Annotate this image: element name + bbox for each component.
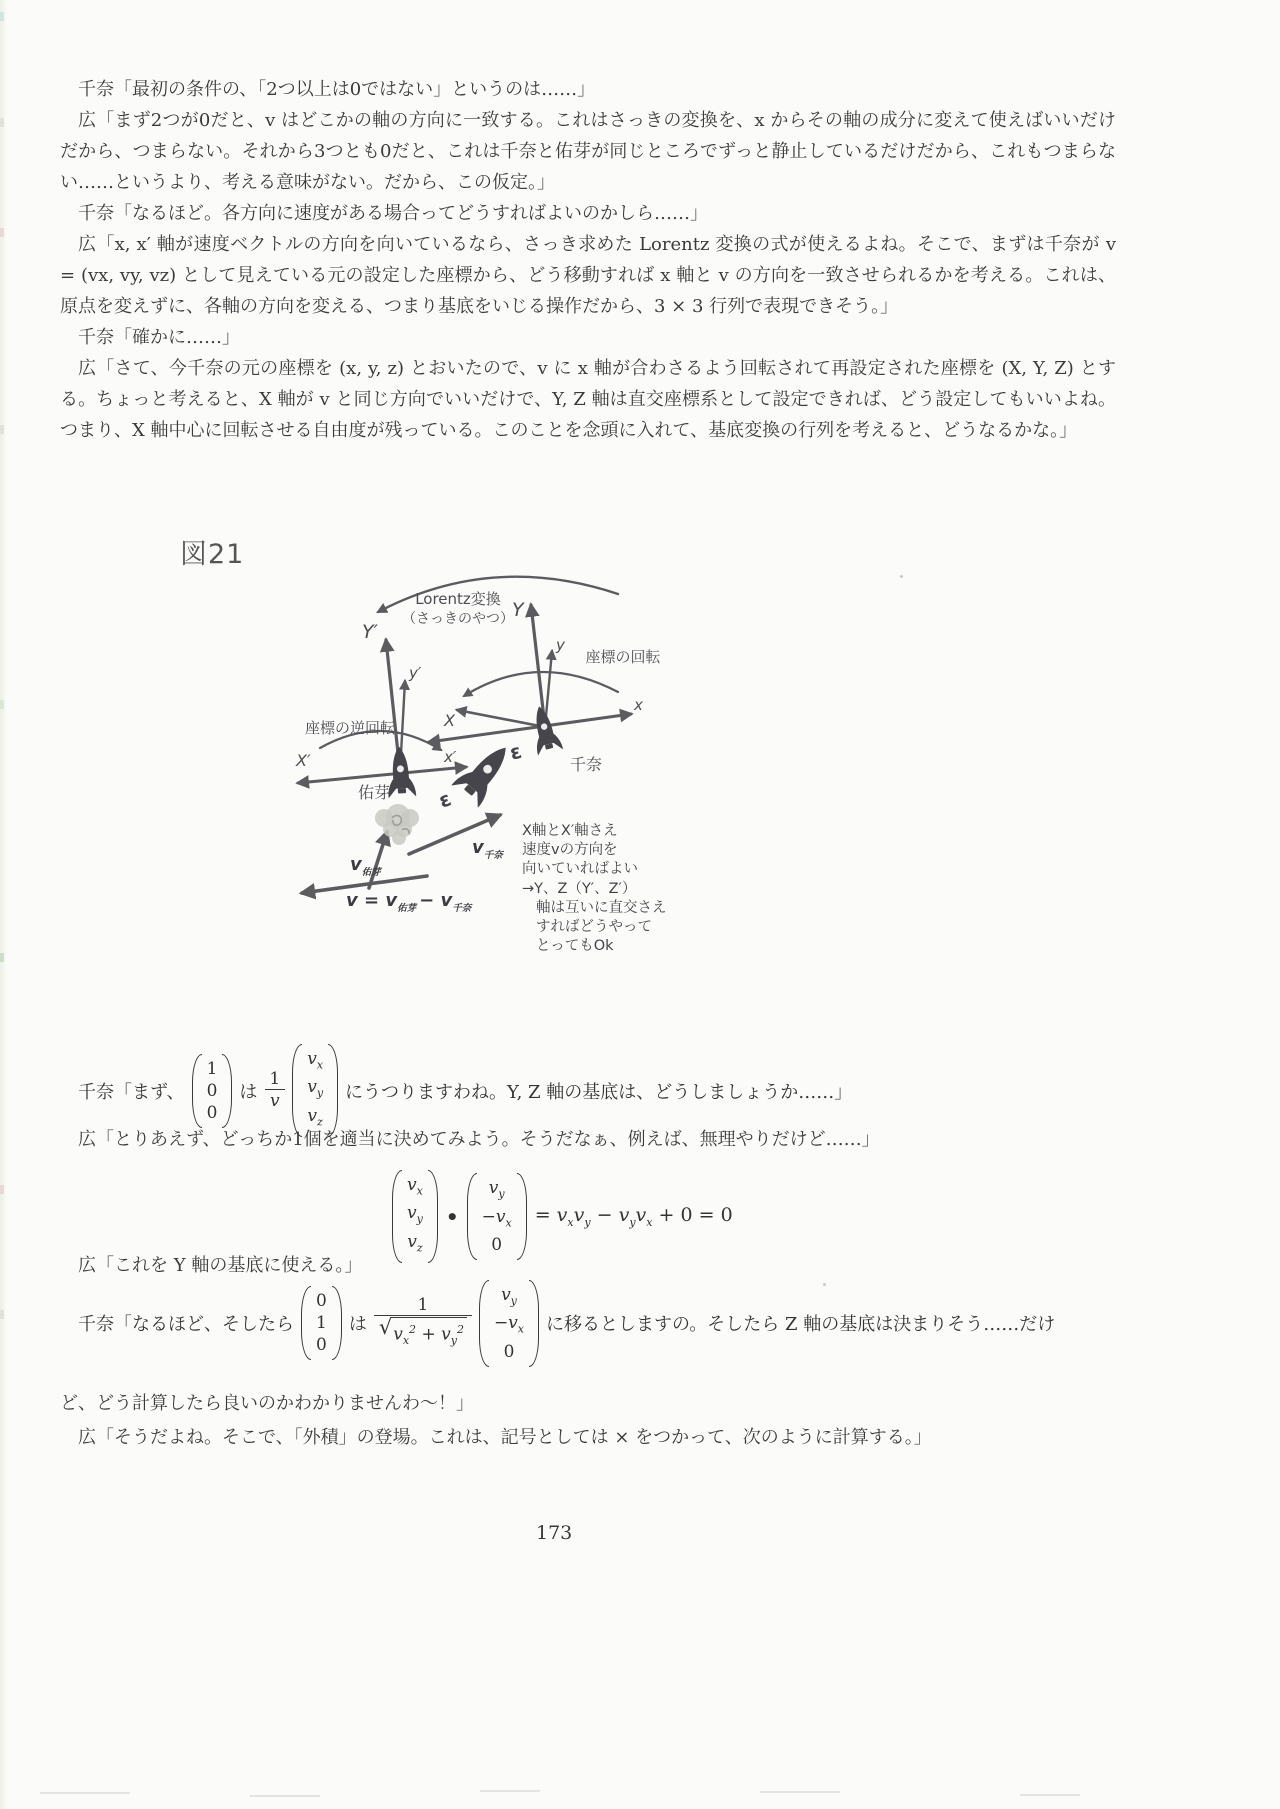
column-vector-v: $v_x$ $v_y$ $v_z$ xyxy=(392,1170,438,1263)
dialogue-line: 千奈「最初の条件の、「2つ以上は0ではない」というのは……」 xyxy=(78,79,596,100)
scan-artifact xyxy=(250,1795,320,1797)
column-vector-e2: 0 1 0 xyxy=(301,1286,342,1360)
particle-wa: は xyxy=(348,1314,367,1336)
yume-name-label: 佑芽 xyxy=(358,783,391,802)
page-number: 173 xyxy=(536,1522,573,1544)
axis-label-Y-prime: Y′ xyxy=(362,621,378,643)
flame-icon: ε xyxy=(435,786,455,813)
velocity-yume-label: $v_{佑芽}$ xyxy=(350,854,381,878)
axis-X-prime xyxy=(298,767,466,783)
figure-label: 図21 xyxy=(180,539,245,570)
formula-pre-text: 千奈「まず、 xyxy=(78,1081,185,1103)
relative-velocity-label: $v = v_{佑芽} - v_{千奈}$ xyxy=(346,890,472,914)
column-vector-v: $v_x$ $v_y$ $v_z$ xyxy=(292,1044,338,1137)
lorentz-label-line2: （さっきのやつ） xyxy=(402,611,514,627)
scan-artifact xyxy=(0,953,4,962)
reverse-rotation-label: 座標の逆回転 xyxy=(304,719,396,737)
axis-label-x-prime: x′ xyxy=(444,748,457,766)
equation-rhs: = $v_xv_y - v_yv_x + 0 = 0$ xyxy=(534,1204,733,1229)
scan-artifact xyxy=(1020,1794,1080,1796)
axis-label-y: y xyxy=(556,636,565,654)
lorentz-label-line1: Lorentz変換 xyxy=(415,590,501,608)
formula-pre-text: 千奈「なるほど、そしたら xyxy=(78,1314,294,1336)
axis-x xyxy=(429,714,631,742)
axis-label-Y: Y xyxy=(512,599,524,621)
fraction-normalizer: 1 √ $v_x^2 + v_y^2$ xyxy=(374,1295,472,1352)
scan-artifact xyxy=(480,1790,540,1792)
rotation-label: 座標の回転 xyxy=(585,648,661,666)
scan-artifact xyxy=(0,12,4,21)
column-vector-orthogonal: $v_y$ $-v_x$ 0 xyxy=(479,1280,539,1367)
scan-artifact xyxy=(0,1310,4,1319)
axis-label-y-prime: y′ xyxy=(409,664,422,682)
rocket-china xyxy=(527,703,564,755)
scan-artifact xyxy=(0,425,4,434)
scan-artifact xyxy=(40,1792,130,1794)
sqrt-symbol: √ xyxy=(378,1314,393,1339)
scan-artifact xyxy=(0,700,4,709)
sqrt-body: $v_x^2 + v_y^2$ xyxy=(392,1317,467,1351)
dialogue-line: 広「とりあえず、どっちか1個を適当に決めてみよう。そうだなぁ、例えば、無理やりだけど……」 xyxy=(78,1129,880,1150)
fraction-1-over-v: $\frac{1}{v}$ xyxy=(264,1069,285,1113)
velocity-china-label: $v_{千奈}$ xyxy=(472,837,503,861)
column-vector-e1: 1 0 0 xyxy=(192,1054,233,1128)
dialogue-line: 広「さて、今千奈の元の座標を (x, y, z) とおいたので、v に x 軸が合わさるよう回転されて再設定された座標を (X, Y, Z) とする。ちょっと考えると、X 軸が v と同じ方向でいいだけで、Y, Z 軸は直交座標系として設定できれば、どう設定してもいいよね。つまり、X 軸中心に回転させる自由度が残っている。このことを念頭に入れて、基底変換の行列を考えると、どうなるかな。」 xyxy=(60,358,1116,441)
china-name-label: 千奈 xyxy=(570,755,603,774)
velocity-china-arrow xyxy=(409,815,500,854)
scan-artifact xyxy=(0,228,4,237)
dialogue-line: 千奈「確かに……」 xyxy=(78,327,240,348)
velocity-yume-arrow xyxy=(369,832,387,888)
column-vector-orthogonal: $v_y$ $-v_x$ 0 xyxy=(467,1173,527,1260)
dialogue-line: 広「これを Y 軸の基底に使える。」 xyxy=(78,1255,363,1276)
axis-label-X-prime: X′ xyxy=(296,751,311,770)
axis-X xyxy=(457,710,545,727)
scan-artifact xyxy=(0,118,4,127)
formula-row-1 xyxy=(60,1044,852,1137)
dialogue-line: 広「x, x′ 軸が速度ベクトルの方向を向いているなら、さっき求めた Lorentz 変換の式が使えるよね。そこで、まずは千奈が v = (vx, vy, vz) として見えている元の設定した座標から、どう移動すれば x 軸と v の方向を一致させられるかを考える。これは、原点を変えずに、各軸の方向を変える、つまり基底をいじる操作だから、3 × 3 行列で表現できそう。」 xyxy=(60,234,1116,317)
dialogue-continuation: ど、どう計算したら良いのかわかりませんわ〜！」 xyxy=(60,1393,474,1414)
dialogue-line: 千奈「なるほど。各方向に速度がある場合ってどうすればよいのかしら……」 xyxy=(78,203,708,224)
dialogue-line: 広「まず2つが0だと、v はどこかの軸の方向に一致する。これはさっきの変換を、x からその軸の成分に変えて使えばいいだけだから、つまらない。それから3つとも0だと、これは千奈と佑芽が同じところでずっと静止しているだけだから、これもつまらない……というより、考える意味がない。だから、この仮定。」 xyxy=(60,110,1116,193)
scan-edge-strip xyxy=(0,0,7,1809)
scan-artifact xyxy=(900,575,903,578)
figure-note: X軸とX′軸さえ 速度vの方向を 向いていればよい →Y、Z（Y′、Z′） 軸は互いに直交さえ すればどうやって とってもOk xyxy=(522,823,667,955)
flame-icon: ε xyxy=(507,738,525,765)
particle-wa: は xyxy=(239,1081,258,1103)
scan-artifact xyxy=(0,1185,4,1194)
dot-product-equation xyxy=(392,1170,733,1263)
dot-operator: • xyxy=(445,1204,459,1229)
dialogue-line: 広「そうだよね。そこで、「外積」の登場。これは、記号としては × をつかって、次のように計算する。」 xyxy=(78,1427,932,1448)
axis-label-X: X xyxy=(444,711,455,730)
formula-post-text: にうつりますわね。Y, Z 軸の基底は、どうしましょうか……」 xyxy=(345,1081,853,1103)
scan-artifact xyxy=(760,1791,840,1793)
exhaust-cloud xyxy=(375,804,419,845)
formula-row-2 xyxy=(60,1280,1055,1367)
formula-post-text: に移るとしますの。そしたら Z 軸の基底は決まりそう……だけ xyxy=(546,1314,1056,1336)
dialogue-block-top xyxy=(60,74,1116,446)
axis-label-x: x xyxy=(634,696,643,714)
axis-Y xyxy=(531,605,545,727)
